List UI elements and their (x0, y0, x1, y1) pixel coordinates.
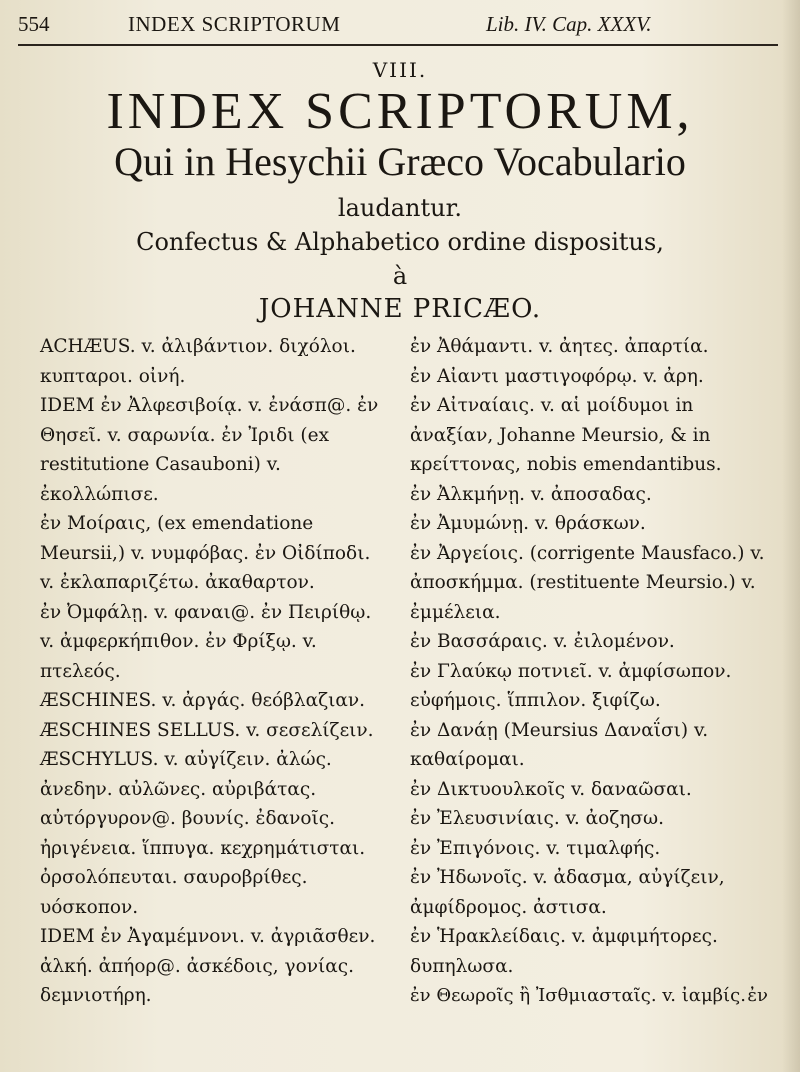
index-entry: IDEM ἐν Ἀγαμέμνονι. v. ἀγριᾶσθεν. ἀλκή. ἀπήορ@. ἀσκέδοις, γονίας. δεμνιοτήρη. (40, 926, 376, 1006)
index-entry: ἐν Μοίραις, (ex emendatione Meursii,) v. νυμφόβας. ἐν Οἰδίποδι. v. ἐκλαπαριζέτω. ἀκαθαρτον. (40, 513, 371, 593)
index-entry: ἐν Ἀμυμώνῃ. v. θράσκων. (410, 513, 646, 534)
index-entry: ἐν Βασσάραις. v. ἐιλομένον. (410, 631, 675, 652)
index-entry-text: ἐν Θεωροῖς ἢ Ἰσθμιασταῖς. v. ἰαμβίς. (410, 985, 746, 1006)
index-entry: ἐν Αἰτναίαις. v. αἱ μοίδυμοι in ἀναξίαν, Johanne Meursio, & in κρείττονας, nobis emendantibus. (410, 395, 722, 475)
index-entry: ÆSCHYLUS. v. αὐγίζειν. ἀλώς. ἀνεδην. αὐλῶνες. αὐριβάτας. αὐτόργυρον@. βουνίς. ἐδανοῖς. ἠριγένεια. ἵππυγα. κεχρημάτισται. ὀρσολόπευται. σαυροβρίθες. υόσκοπον. (40, 749, 366, 918)
index-entry: ἐν Δικτυουλκοῖς v. δαναῶσαι. (410, 778, 692, 800)
index-entry: ἐν Ἀργείοις. (corrigente Mausfaco.) v. ἀποσκήμμα. (restituente Meursio.) v. ἐμμέλεια. (410, 542, 765, 623)
index-entry: ἐν Ἐπιγόνοις. v. τιμαλφής. (410, 837, 661, 859)
index-entry: ἐν Γλαύκῳ ποτνιεῖ. v. ἀμφίσωπον. εὐφήμοις. ἵππιλον. ξιφίζω. (410, 660, 732, 711)
index-entry: ἐν Αἰαντι μαστιγοφόρῳ. v. ἀρη. (410, 365, 704, 387)
index-entry: ἐν Ἠδωνοῖς. v. ἀδασμα, αὐγίζειν, ἀμφίδρομος. ἀστισα. (410, 867, 725, 918)
catchword: ἐν (747, 985, 768, 1006)
heading-line-4: Confectus & Alphabetico ordine dispositus, (136, 228, 664, 256)
index-entry: ἐν Ἀθάμαντι. v. ἀητες. ἀπαρτία. (410, 336, 709, 357)
index-entry: IDEM ἐν Ἀλφεσιβοίᾳ. v. ἐνάσπ@. ἐν Θησεῖ. v. σαρωνία. ἐν Ἰριδι (ex restitutione Casauboni) v. ἐκολλώπισε. (40, 395, 379, 505)
running-head-title: INDEX SCRIPTORUM (128, 12, 341, 36)
right-column (410, 332, 780, 1011)
heading-line-3: laudantur. (337, 194, 463, 222)
index-entry: ἐν Ἡρακλείδαις. v. ἀμφιμήτορες. δυπηλωσα. (410, 926, 718, 977)
page-title: INDEX SCRIPTORUM, (106, 83, 694, 140)
running-head-reference: Lib. IV. Cap. XXXV. (486, 12, 652, 36)
running-head (18, 8, 788, 42)
index-entry (410, 981, 780, 1011)
author-line: JOHANNE PRICÆO. (258, 294, 542, 324)
header-rule (18, 44, 778, 46)
section-number: VIII. (372, 58, 428, 82)
page-edge-shadow (782, 0, 800, 1072)
index-entry: ÆSCHINES. v. ἀργάς. θεόβλαζιαν. (40, 690, 365, 711)
index-entry: ἐν Δανάῃ (Meursius Δαναΐσι) v. καθαίρομαι. (410, 719, 709, 770)
left-column (40, 332, 390, 1011)
index-entry: ἐν Ἀλκμήνῃ. v. ἀποσαδας. (410, 483, 652, 505)
heading-line-5: à (392, 262, 408, 290)
page-number: 554 (18, 12, 50, 36)
index-entry: ἐν Ὀμφάλῃ. v. φαναι@. ἐν Πειρίθῳ. v. ἀμφερκήπιθον. ἐν Φρίξῳ. v. πτελεός. (40, 601, 372, 682)
index-entry: ÆSCHINES SELLUS. v. σεσελίζειν. (40, 719, 374, 741)
index-entry: ACHÆUS. v. ἀλιβάντιον. διχόλοι. κυπταροι. οἰνή. (40, 336, 356, 387)
index-entry: ἐν Ἐλευσινίαις. v. ἀοζησω. (410, 808, 664, 829)
page-subtitle: Qui in Hesychii Græco Vocabulario (114, 139, 686, 184)
